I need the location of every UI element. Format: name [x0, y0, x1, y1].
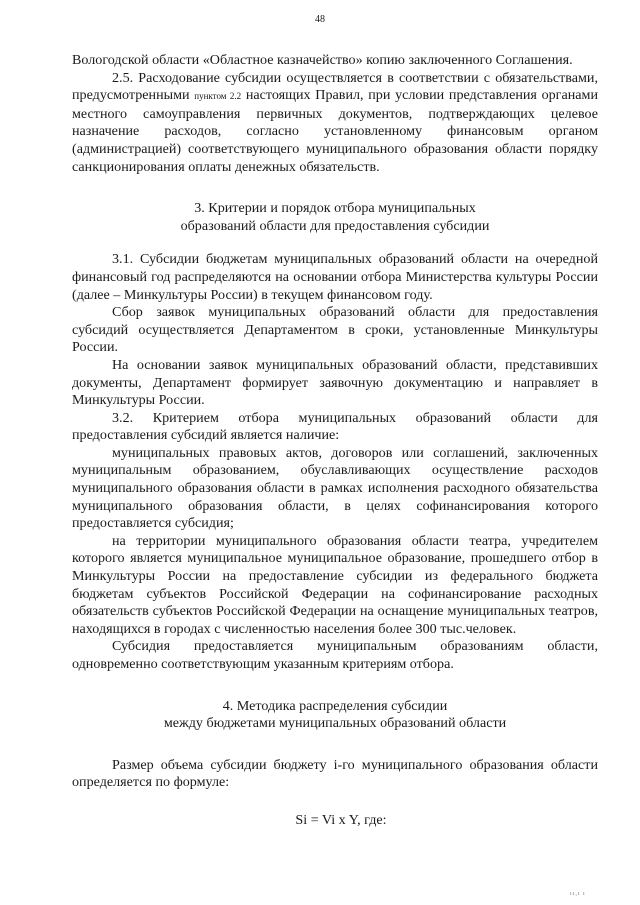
paragraph-2-5-rest: настоящих Правил, при условии представления органами местного самоуправления первичных документов, подтверждающих целевое назначение расходов, согласно установленному финансовым органом (администрацией) соответствующего муниципального образования области порядку санкционирования оплаты денежных обязательств. — [72, 87, 598, 175]
section-3-heading-line2: образований области для предоставления субсидии — [180, 217, 490, 234]
paragraph-3-2: 3.2. Критерием отбора муниципальных образований области для предоставления субсидий является наличие: — [72, 409, 598, 444]
criterion-legal-acts: муниципальных правовых актов, договоров или соглашений, заключенных муниципальным образованием, обуславливающих осуществление расходов муниципального образования области в рамках исполнения расходного обязательства муниципального образования области, в целях софинансирования которого предоставляется субсидия; — [72, 444, 598, 532]
footer-mark: ıı,ı ı — [570, 891, 586, 897]
section-3-heading — [72, 200, 598, 235]
section-4-heading-line1: 4. Методика распределения субсидии — [222, 697, 448, 714]
paragraph-2-5-start: 2.5. Расходование субсидии осуществляется в соответствии с обязательствами, предусмотренными — [72, 69, 598, 104]
paragraph-2-5 — [72, 70, 598, 177]
formula: Si = Vi x Y, где: — [295, 811, 387, 828]
page-number: 48 — [315, 14, 325, 25]
paragraph-notice: Вологодской области «Областное казначейство» копию заключенного Соглашения. — [72, 52, 573, 68]
paragraph-applications: Сбор заявок муниципальных образований области для предоставления субсидий осуществляется Департаментом в сроки, установленные Минкультуры России. — [72, 304, 598, 356]
paragraph-formula-intro: Размер объема субсидии бюджету i-го муниципального образования области определяется по формуле: — [72, 756, 598, 791]
paragraph-3-1: 3.1. Субсидии бюджетам муниципальных образований области на очередной финансовый год распределяются на основании отбора Министерства культуры России (далее – Минкультуры России) в текущем финансовом году. — [72, 251, 598, 303]
criterion-theatre: на территории муниципального образования области театра, учредителем которого является муниципальное муниципальное образование, прошедшего отбор в Минкультуры России на предоставление субсидии из федерального бюджета бюджетам субъектов Российской Федерации на софинансирование расходных обязательств субъектов Российской Федерации на оснащение муниципальных театров, находящихся в городах с численностью населения более 300 тыс.человек. — [72, 532, 598, 637]
clause-reference: пунктом 2.2 — [194, 91, 242, 102]
paragraph-subsidy-granted: Субсидия предоставляется муниципальным образованиям области, одновременно соответствующим указанным критериям отбора. — [72, 638, 598, 672]
paragraph-documentation: На основании заявок муниципальных образований области, представивших документы, Департамент формирует заявочную документацию и направляет в Минкультуры России. — [72, 356, 598, 409]
section-4-heading-line2: между бюджетами муниципальных образований области — [163, 715, 507, 732]
document-body — [72, 52, 598, 830]
section-3-heading-line1: 3. Критерии и порядок отбора муниципальных — [194, 200, 476, 217]
section-4-heading — [72, 698, 598, 733]
